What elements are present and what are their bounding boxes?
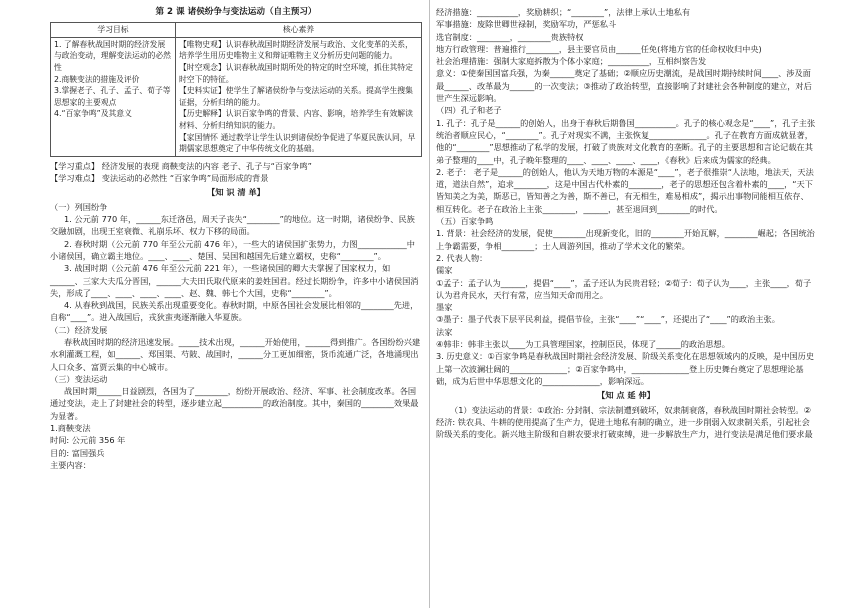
knowledge-heading: 【知 识 清 单】: [207, 187, 265, 198]
section-heading: （四）孔子和老子: [436, 105, 502, 116]
literacy-item: 【历史解释】认识百家争鸣的背景、内容、影响，培养学生有效解读材料、分析归纳知识的能力。: [179, 109, 413, 131]
paragraph: 2. 老子： 老子是______的创始人，他认为天地万物的本源是“____”，老子很推崇“人法地，地法天，天法道，道法自然”，追求________，这是中国古代朴素的________，老子的思想还包含着朴素的____，“天下皆知美之为美，斯恶已，皆知善之为善，斯不善已，有无相生，难易相成”，揭示出事物同能相互依存、相互转化。老子在政治上主张________，______，甚至退回到________的时代。: [436, 166, 814, 214]
literacy-item: 【家国情怀 通过教学让学生认识到诸侯纷争促进了华夏民族认同，早期儒家思想奠定了中华传统文化的基础。: [179, 132, 416, 154]
extension-heading: 【知 点 延 伸】: [597, 390, 655, 401]
paragraph: 1. 公元前 770 年，______东迁洛邑，周天子丧失“________”的地位。这一时期，诸侯纷争、民族交融加剧，出现王室衰微、礼崩乐坏、权力下移的局面。: [50, 214, 415, 237]
goals-header: 学习目标: [51, 23, 176, 38]
paragraph: 意义：①使秦国国富兵强，为秦______奠定了基础；②顺应历史潮流，是战国时期持续时间____、涉及面最______、改革最为______的一次变法；③推动了政治转型，直接影响了封建社会各种制度的建立，对后世产生深远影响。: [436, 68, 812, 104]
line: 时间: 公元前 356 年: [50, 435, 126, 446]
literacy-item: 【时空观念】认识春秋战国时期所处的特定的时空环境，抓住其特定时空下的特征。: [179, 63, 413, 84]
school-label: 儒家: [436, 265, 453, 276]
section-heading: （二）经济发展: [50, 324, 108, 335]
paragraph: 4. 从春秋到战国，民族关系出现重要变化。春秋时期，中原各国社会发展比相邻的________先进，自称“____”。进入战国后，戎狄蛮夷逐渐融入华夏族。: [50, 300, 419, 323]
paragraph: ④韩非：韩非主张以____为工具管理国家，控制臣民，体现了______的政治思想。: [436, 339, 730, 350]
paragraph: ①孟子：孟子认为______，提倡“____”，孟子还认为民贵君轻；②荀子：荀子认为____，主张____，荀子认为君舟民水，天行有常，应当知天命而用之。: [436, 277, 812, 300]
literacy-item: 【唯物史观】认识春秋战国时期经济发展与政治、文化变革的关系，培养学生用历史唯物主义和辩证唯物主义分析历史问题的能力。: [179, 39, 413, 61]
key-point: 【学习重点】 经济发展的表现 商鞅变法的内容 老子、孔子与“百家争鸣”: [50, 160, 312, 171]
literacy-header: 核心素养: [176, 23, 422, 38]
school-label: 法家: [436, 326, 453, 337]
subheading: 1.商鞅变法: [50, 423, 91, 434]
goal-item: 1. 了解春秋战国时期的经济发展与政治变动，理解变法运动的必然性: [54, 39, 171, 73]
left-column: [50, 6, 422, 471]
paragraph: 3. 历史意义：①百家争鸣是春秋战国时期社会经济发展、阶级关系变化在思想领域内的反映，是中国历史上第一次波澜壮阔的______________；②百家争鸣中，______________登上历史舞台奠定了思想理论基础，成为后世中华思想文化的______________，影响深远。: [436, 351, 815, 386]
goal-item: 3.掌握老子、孔子、孟子、荀子等思想家的主要观点: [54, 86, 171, 107]
goal-item: 4.“百家争鸣”及其意义: [54, 109, 132, 119]
line: 经济措施：__________，奖励耕织；“________”，法律上承认土地私有: [436, 7, 691, 17]
paragraph: （1）变法运动的背景：①政治: 分封制、宗法制遭到破坏，奴隶制衰落，春秋战国时期社会转型。②经济: 铁农具、牛耕的使用提高了生产力，促进土地私有制的确立，进一步削弱入奴隶制关系，引起社会阶级关系的变化。新兴地主阶级和自耕农要求打破束缚，进一步解放生产力，进行变法是满足他们要求最: [436, 404, 813, 440]
goals-cell: [51, 37, 176, 156]
paragraph: 春秋战国时期的经济迅速发展。_____技术出现，______开始使用，______得到推广。各国纷纷兴建水利灌溉工程，如______、郑国渠、芍陂、战国时，______分工更加细密，货币流通广泛，各地涌现出人口众多、富贾云集的中心城市。: [50, 336, 421, 372]
line: 2. 代表人物：: [436, 252, 488, 263]
column-divider: [429, 0, 430, 608]
section-heading: （五）百家争鸣: [436, 216, 494, 227]
line: 社会治理措施：强制大家庭拆散为个体小家庭；__________，互相纠察告发: [436, 56, 707, 67]
paragraph: 战国时期______日益剧烈，各国为了________，纷纷开展政治、经济、军事、社会制度改革。各国通过变法，走上了封建社会的转型，逐步建立起__________的政治制度。其中，秦国的________效果最为显著。: [50, 386, 419, 421]
paragraph: 1. 背景：社会经济的发展，促使________出现新变化，旧的________开始瓦解，________崛起；各国统治上争霸需要，争相________；士人周游列国，推动了学术文化的繁荣。: [436, 228, 815, 251]
paragraph: 2. 春秋时期（公元前 770 年至公元前 476 年），一些大的诸侯国扩张势力，力图____________中小诸侯国，确立霸主地位。____、____、楚国、吴国和越国先后建立霸权，史称“________”。: [50, 238, 415, 261]
literacy-cell: [176, 37, 422, 156]
objectives-table: [50, 22, 422, 157]
line: 地方行政管理：普遍推行________，县主要官员由______任免(将地方官的任命权收归中央): [436, 43, 762, 54]
line: 军事措施：废除世卿世禄制，奖励军功，严惩私斗: [436, 19, 617, 30]
goal-item: 2.商鞅变法的措施及评价: [54, 74, 140, 84]
right-column: [436, 6, 816, 440]
paragraph: ③墨子：墨子代表下层平民利益，提倡节俭，主张“____”“____”，还提出了“____”的政治主张。: [436, 314, 780, 325]
literacy-item: 【史料实证】使学生了解诸侯纷争与变法运动的关系。提高学生搜集证据，分析归纳的能力。: [179, 86, 413, 107]
line: 主要内容：: [50, 459, 91, 470]
section-heading: （三）变法运动: [50, 373, 108, 384]
school-label: 墨家: [436, 302, 453, 313]
section-heading: （一）列国纷争: [50, 201, 108, 212]
paragraph: 3. 战国时期（公元前 476 年至公元前 221 年），一些诸侯国的卿大夫掌握了国家权力，如______、三家大夫瓜分晋国，______大夫田氏取代原来的姜姓国君。经过长期纷争，许多中小诸侯国消失，形成了____、____、____、____、赵、魏、韩七个大国，史称“________”。: [50, 263, 419, 298]
difficulty: 【学习难点】 变法运动的必然性 “百家争鸣”局面形成的背景: [50, 173, 269, 184]
lesson-title: 第 2 课 诸侯纷争与变法运动（自主预习）: [155, 7, 317, 17]
line: 选官制度：________，________贵族特权: [436, 31, 584, 42]
line: 目的: 富国强兵: [50, 447, 105, 458]
paragraph: 1. 孔子：孔子是______的创始人，出身于春秋后期鲁国__________。孔子的核心观念是“____”，孔子主张统治者顺应民心，“________”。孔子对现实不满，主张恢复______________。孔子在教育方面成就显著，他的“________”思想推动了私学的发展，打破了贵族对文化教育的垄断。孔子的主要思想和言论记载在其弟子整理的____中，孔子晚年整理的____、____、____、____，《春秋》后来成为儒家的经典。: [436, 117, 816, 165]
